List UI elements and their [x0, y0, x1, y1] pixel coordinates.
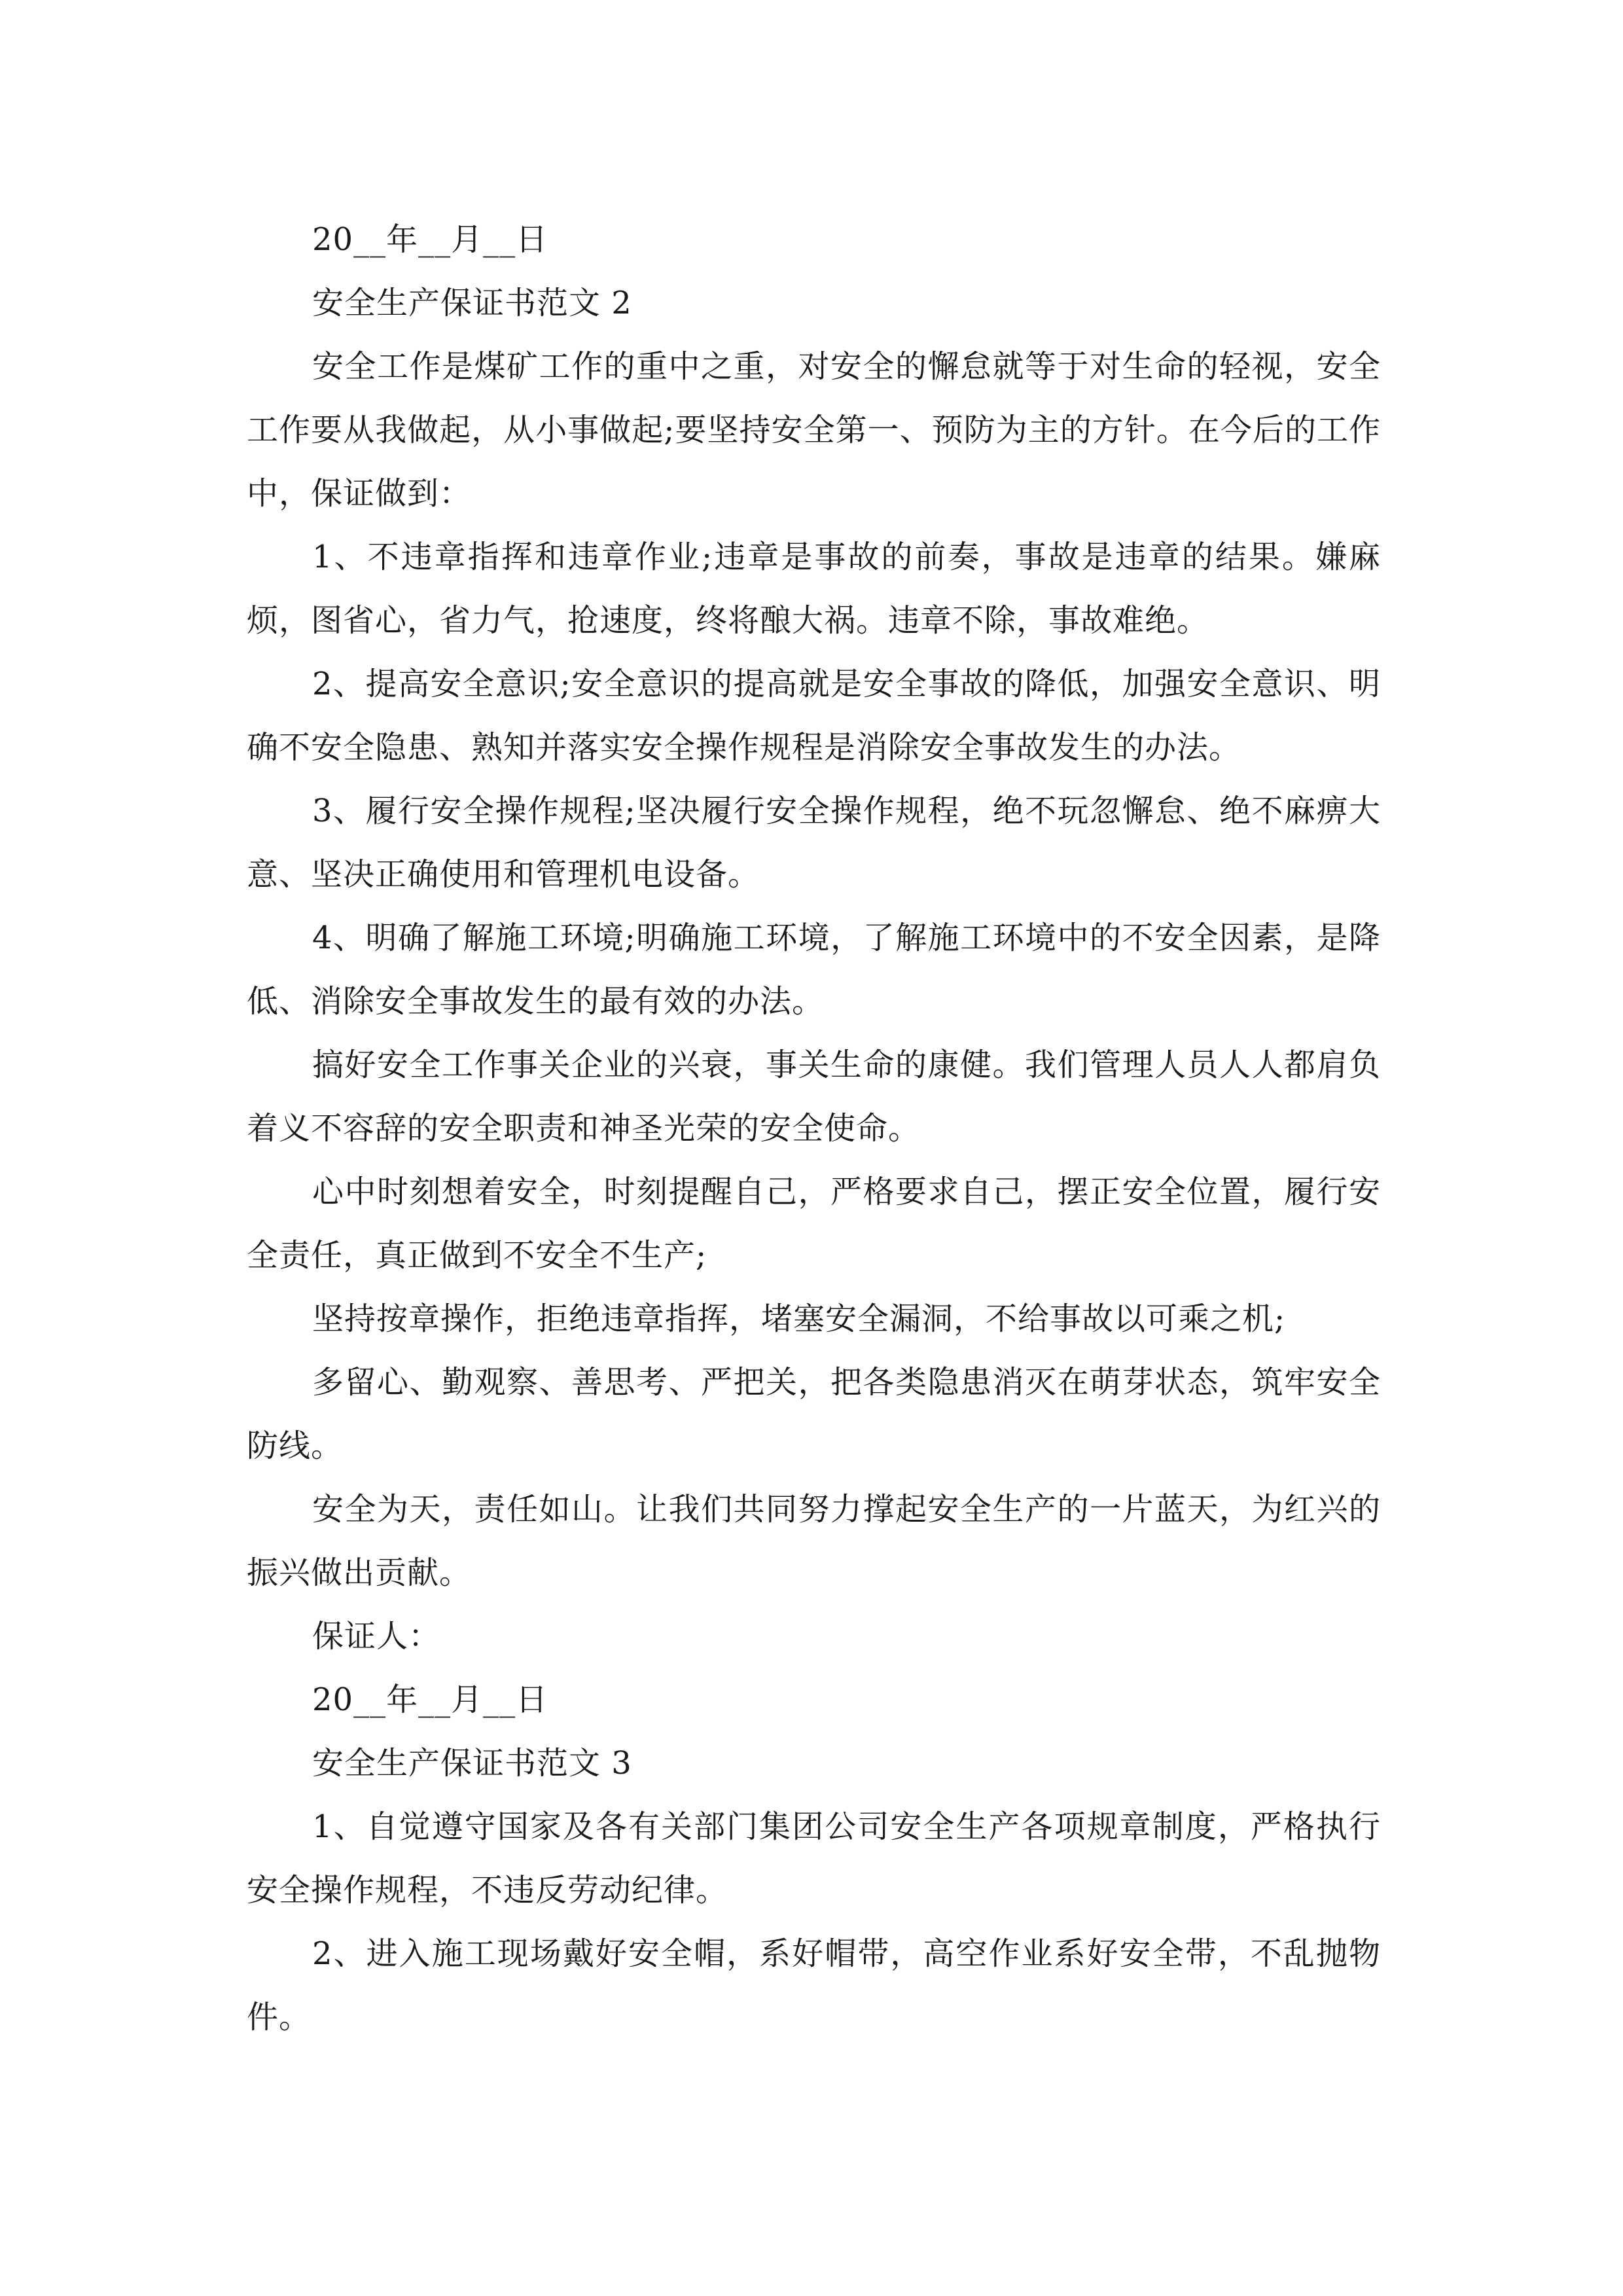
paragraph: 心中时刻想着安全，时刻提醒自己，严格要求自己，摆正安全位置，履行安全责任，真正做到不安全不生产;: [247, 1174, 1381, 1274]
signature-line: 保证人：: [312, 1618, 441, 1655]
paragraph: 坚持按章操作，拒绝违章指挥，堵塞安全漏洞，不给事故以可乘之机;: [312, 1300, 1286, 1337]
list-item: 1、不违章指挥和违章作业;违章是事故的前奏，事故是违章的结果。嫌麻烦，图省心，省力气，抢速度，终将酿大祸。违章不除，事故难绝。: [247, 539, 1381, 639]
paragraph: 多留心、勤观察、善思考、严把关，把各类隐患消灭在萌芽状态，筑牢安全防线。: [247, 1364, 1381, 1464]
list-item: 4、明确了解施工环境;明确施工环境，了解施工环境中的不安全因素，是降低、消除安全事故发生的最有效的办法。: [247, 920, 1381, 1020]
date-line: 20__年__月__日: [312, 221, 548, 258]
paragraph: 安全为天，责任如山。让我们共同努力撑起安全生产的一片蓝天，为红兴的振兴做出贡献。: [247, 1491, 1381, 1591]
date-line: 20__年__月__日: [312, 1681, 548, 1718]
section-title: 安全生产保证书范文 3: [312, 1745, 632, 1782]
list-item: 3、履行安全操作规程;坚决履行安全操作规程，绝不玩忽懈怠、绝不麻痹大意、坚决正确使用和管理机电设备。: [247, 793, 1381, 893]
document-body: [247, 208, 1381, 2049]
paragraph: 搞好安全工作事关企业的兴衰，事关生命的康健。我们管理人员人人都肩负着义不容辞的安全职责和神圣光荣的安全使命。: [247, 1047, 1381, 1147]
list-item: 1、自觉遵守国家及各有关部门集团公司安全生产各项规章制度，严格执行安全操作规程，不违反劳动纪律。: [247, 1808, 1381, 1909]
list-item: 2、进入施工现场戴好安全帽，系好帽带，高空作业系好安全带，不乱抛物件。: [247, 1935, 1381, 2036]
section-title: 安全生产保证书范文 2: [312, 285, 632, 321]
list-item: 2、提高安全意识;安全意识的提高就是安全事故的降低，加强安全意识、明确不安全隐患、熟知并落实安全操作规程是消除安全事故发生的办法。: [247, 666, 1381, 766]
paragraph: 安全工作是煤矿工作的重中之重，对安全的懈怠就等于对生命的轻视，安全工作要从我做起，从小事做起;要坚持安全第一、预防为主的方针。在今后的工作中，保证做到：: [247, 348, 1381, 512]
